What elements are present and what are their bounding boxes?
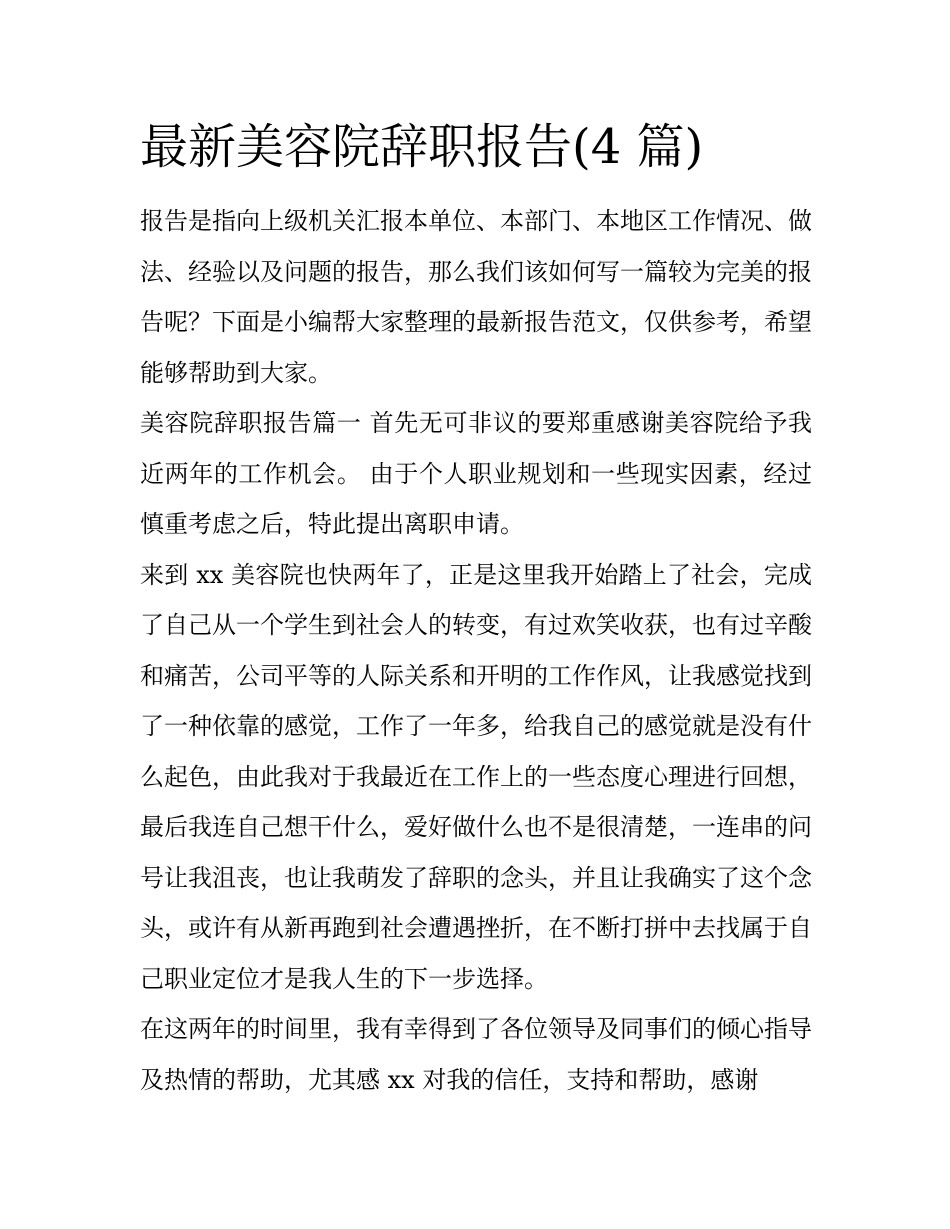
paragraph-experience: 来到 xx 美容院也快两年了，正是这里我开始踏上了社会，完成了自己从一个学生到社会人的转变，有过欢笑收获，也有过辛酸和痛苦，公司平等的人际关系和开明的工作作风，让我感觉找到了一种依靠的感觉，工作了一年多，给我自己的感觉就是没有什么起色，由此我对于我最近在工作上的一些态度心理进行回想，最后我连自己想干什么，爱好做什么也不是很清楚，一连串的问号让我沮丧，也让我萌发了辞职的念头，并且让我确实了这个念头，或许有从新再跑到社会遭遇挫折，在不断打拼中去找属于自己职业定位才是我人生的下一步选择。 xyxy=(140,560,812,993)
document-title: 最新美容院辞职报告(4 篇) xyxy=(140,119,704,175)
paragraph-resignation-opening: 美容院辞职报告篇一 首先无可非议的要郑重感谢美容院给予我近两年的工作机会。 由于个人职业规划和一些现实因素，经过慎重考虑之后，特此提出离职申请。 xyxy=(140,409,812,538)
paragraph-intro: 报告是指向上级机关汇报本单位、本部门、本地区工作情况、做法、经验以及问题的报告，那么我们该如何写一篇较为完美的报告呢？下面是小编帮大家整理的最新报告范文，仅供参考，希望能够帮助到大家。 xyxy=(140,207,812,387)
paragraph-gratitude: 在这两年的时间里，我有幸得到了各位领导及同事们的倾心指导及热情的帮助，尤其感 xx 对我的信任，支持和帮助，感谢 xyxy=(140,1015,812,1094)
document-body xyxy=(140,196,812,1105)
